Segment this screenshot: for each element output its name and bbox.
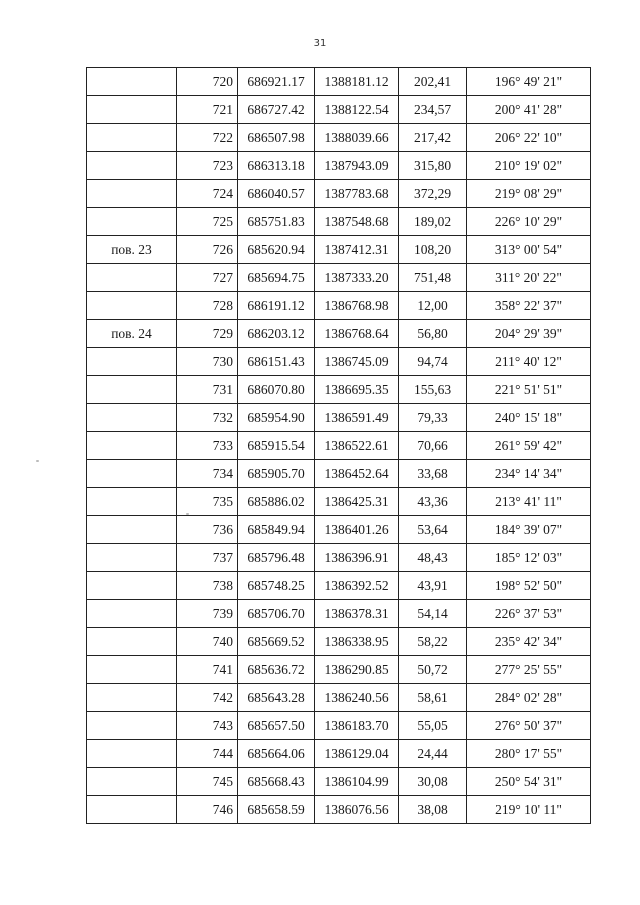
x-coordinate-cell: 685748.25 xyxy=(238,572,315,600)
x-coordinate-cell: 685657.50 xyxy=(238,712,315,740)
bearing-angle-cell: 311° 20' 22" xyxy=(467,264,591,292)
distance-cell: 38,08 xyxy=(399,796,467,824)
distance-cell: 58,22 xyxy=(399,628,467,656)
point-number-cell: 731 xyxy=(177,376,238,404)
turn-label-cell xyxy=(87,376,177,404)
point-number-cell: 744 xyxy=(177,740,238,768)
y-coordinate-cell: 1386338.95 xyxy=(315,628,399,656)
table-row xyxy=(87,544,591,572)
scan-speck xyxy=(186,513,189,515)
scan-speck xyxy=(36,460,39,462)
bearing-angle-cell: 277° 25' 55" xyxy=(467,656,591,684)
table-row xyxy=(87,712,591,740)
table-row xyxy=(87,600,591,628)
turn-label-cell xyxy=(87,628,177,656)
bearing-angle-cell: 219° 08' 29" xyxy=(467,180,591,208)
distance-cell: 12,00 xyxy=(399,292,467,320)
distance-cell: 79,33 xyxy=(399,404,467,432)
x-coordinate-cell: 686151.43 xyxy=(238,348,315,376)
x-coordinate-cell: 686191.12 xyxy=(238,292,315,320)
bearing-angle-cell: 226° 10' 29" xyxy=(467,208,591,236)
turn-label-cell xyxy=(87,208,177,236)
table-row xyxy=(87,404,591,432)
y-coordinate-cell: 1386768.98 xyxy=(315,292,399,320)
turn-label-cell xyxy=(87,124,177,152)
distance-cell: 48,43 xyxy=(399,544,467,572)
bearing-angle-cell: 219° 10' 11" xyxy=(467,796,591,824)
y-coordinate-cell: 1387548.68 xyxy=(315,208,399,236)
x-coordinate-cell: 685694.75 xyxy=(238,264,315,292)
x-coordinate-cell: 685669.52 xyxy=(238,628,315,656)
turn-label-cell xyxy=(87,152,177,180)
distance-cell: 155,63 xyxy=(399,376,467,404)
table-row xyxy=(87,768,591,796)
turn-label-cell xyxy=(87,796,177,824)
distance-cell: 94,74 xyxy=(399,348,467,376)
y-coordinate-cell: 1387943.09 xyxy=(315,152,399,180)
y-coordinate-cell: 1386396.91 xyxy=(315,544,399,572)
bearing-angle-cell: 250° 54' 31" xyxy=(467,768,591,796)
coordinates-table-body xyxy=(87,68,591,824)
x-coordinate-cell: 685886.02 xyxy=(238,488,315,516)
point-number-cell: 722 xyxy=(177,124,238,152)
bearing-angle-cell: 185° 12' 03" xyxy=(467,544,591,572)
x-coordinate-cell: 685664.06 xyxy=(238,740,315,768)
distance-cell: 202,41 xyxy=(399,68,467,96)
point-number-cell: 738 xyxy=(177,572,238,600)
turn-label-cell: пов. 23 xyxy=(87,236,177,264)
point-number-cell: 741 xyxy=(177,656,238,684)
x-coordinate-cell: 685915.54 xyxy=(238,432,315,460)
y-coordinate-cell: 1386745.09 xyxy=(315,348,399,376)
table-row xyxy=(87,236,591,264)
bearing-angle-cell: 221° 51' 51" xyxy=(467,376,591,404)
distance-cell: 56,80 xyxy=(399,320,467,348)
x-coordinate-cell: 685706.70 xyxy=(238,600,315,628)
table-row xyxy=(87,68,591,96)
y-coordinate-cell: 1387333.20 xyxy=(315,264,399,292)
y-coordinate-cell: 1388039.66 xyxy=(315,124,399,152)
x-coordinate-cell: 686727.42 xyxy=(238,96,315,124)
turn-label-cell xyxy=(87,180,177,208)
table-row xyxy=(87,376,591,404)
point-number-cell: 735 xyxy=(177,488,238,516)
turn-label-cell xyxy=(87,684,177,712)
distance-cell: 55,05 xyxy=(399,712,467,740)
point-number-cell: 733 xyxy=(177,432,238,460)
x-coordinate-cell: 685620.94 xyxy=(238,236,315,264)
turn-label-cell xyxy=(87,712,177,740)
bearing-angle-cell: 280° 17' 55" xyxy=(467,740,591,768)
distance-cell: 315,80 xyxy=(399,152,467,180)
x-coordinate-cell: 685905.70 xyxy=(238,460,315,488)
y-coordinate-cell: 1386425.31 xyxy=(315,488,399,516)
turn-label-cell xyxy=(87,404,177,432)
bearing-angle-cell: 234° 14' 34" xyxy=(467,460,591,488)
y-coordinate-cell: 1387783.68 xyxy=(315,180,399,208)
turn-label-cell xyxy=(87,600,177,628)
distance-cell: 54,14 xyxy=(399,600,467,628)
y-coordinate-cell: 1386695.35 xyxy=(315,376,399,404)
point-number-cell: 743 xyxy=(177,712,238,740)
table-row xyxy=(87,628,591,656)
distance-cell: 30,08 xyxy=(399,768,467,796)
table-row xyxy=(87,348,591,376)
point-number-cell: 736 xyxy=(177,516,238,544)
x-coordinate-cell: 685643.28 xyxy=(238,684,315,712)
point-number-cell: 723 xyxy=(177,152,238,180)
bearing-angle-cell: 358° 22' 37" xyxy=(467,292,591,320)
distance-cell: 43,91 xyxy=(399,572,467,600)
table-row xyxy=(87,152,591,180)
y-coordinate-cell: 1386591.49 xyxy=(315,404,399,432)
turn-label-cell xyxy=(87,68,177,96)
point-number-cell: 739 xyxy=(177,600,238,628)
table-row xyxy=(87,180,591,208)
turn-label-cell xyxy=(87,572,177,600)
y-coordinate-cell: 1386290.85 xyxy=(315,656,399,684)
table-row xyxy=(87,796,591,824)
bearing-angle-cell: 261° 59' 42" xyxy=(467,432,591,460)
y-coordinate-cell: 1386768.64 xyxy=(315,320,399,348)
bearing-angle-cell: 206° 22' 10" xyxy=(467,124,591,152)
turn-label-cell xyxy=(87,292,177,320)
point-number-cell: 740 xyxy=(177,628,238,656)
table-row xyxy=(87,208,591,236)
point-number-cell: 726 xyxy=(177,236,238,264)
turn-label-cell: пов. 24 xyxy=(87,320,177,348)
point-number-cell: 725 xyxy=(177,208,238,236)
table-row xyxy=(87,96,591,124)
point-number-cell: 729 xyxy=(177,320,238,348)
bearing-angle-cell: 210° 19' 02" xyxy=(467,152,591,180)
turn-label-cell xyxy=(87,740,177,768)
bearing-angle-cell: 198° 52' 50" xyxy=(467,572,591,600)
distance-cell: 372,29 xyxy=(399,180,467,208)
bearing-angle-cell: 240° 15' 18" xyxy=(467,404,591,432)
distance-cell: 70,66 xyxy=(399,432,467,460)
x-coordinate-cell: 685954.90 xyxy=(238,404,315,432)
point-number-cell: 720 xyxy=(177,68,238,96)
distance-cell: 234,57 xyxy=(399,96,467,124)
point-number-cell: 728 xyxy=(177,292,238,320)
table-row xyxy=(87,656,591,684)
bearing-angle-cell: 313° 00' 54" xyxy=(467,236,591,264)
table-row xyxy=(87,432,591,460)
table-row xyxy=(87,684,591,712)
bearing-angle-cell: 204° 29' 39" xyxy=(467,320,591,348)
point-number-cell: 745 xyxy=(177,768,238,796)
distance-cell: 50,72 xyxy=(399,656,467,684)
turn-label-cell xyxy=(87,544,177,572)
x-coordinate-cell: 685849.94 xyxy=(238,516,315,544)
table-row xyxy=(87,264,591,292)
y-coordinate-cell: 1386452.64 xyxy=(315,460,399,488)
y-coordinate-cell: 1386129.04 xyxy=(315,740,399,768)
point-number-cell: 724 xyxy=(177,180,238,208)
distance-cell: 189,02 xyxy=(399,208,467,236)
table-row xyxy=(87,124,591,152)
x-coordinate-cell: 686921.17 xyxy=(238,68,315,96)
table-row xyxy=(87,740,591,768)
turn-label-cell xyxy=(87,768,177,796)
x-coordinate-cell: 686507.98 xyxy=(238,124,315,152)
distance-cell: 217,42 xyxy=(399,124,467,152)
y-coordinate-cell: 1386076.56 xyxy=(315,796,399,824)
point-number-cell: 730 xyxy=(177,348,238,376)
turn-label-cell xyxy=(87,460,177,488)
page-number: 31 xyxy=(313,38,327,49)
point-number-cell: 727 xyxy=(177,264,238,292)
distance-cell: 24,44 xyxy=(399,740,467,768)
x-coordinate-cell: 686070.80 xyxy=(238,376,315,404)
distance-cell: 53,64 xyxy=(399,516,467,544)
x-coordinate-cell: 685796.48 xyxy=(238,544,315,572)
turn-label-cell xyxy=(87,432,177,460)
turn-label-cell xyxy=(87,264,177,292)
x-coordinate-cell: 685636.72 xyxy=(238,656,315,684)
bearing-angle-cell: 235° 42' 34" xyxy=(467,628,591,656)
point-number-cell: 721 xyxy=(177,96,238,124)
bearing-angle-cell: 196° 49' 21" xyxy=(467,68,591,96)
y-coordinate-cell: 1386183.70 xyxy=(315,712,399,740)
y-coordinate-cell: 1386392.52 xyxy=(315,572,399,600)
bearing-angle-cell: 200° 41' 28" xyxy=(467,96,591,124)
x-coordinate-cell: 685751.83 xyxy=(238,208,315,236)
bearing-angle-cell: 213° 41' 11" xyxy=(467,488,591,516)
x-coordinate-cell: 686313.18 xyxy=(238,152,315,180)
table-row xyxy=(87,572,591,600)
y-coordinate-cell: 1386378.31 xyxy=(315,600,399,628)
x-coordinate-cell: 685668.43 xyxy=(238,768,315,796)
table-row xyxy=(87,516,591,544)
x-coordinate-cell: 685658.59 xyxy=(238,796,315,824)
distance-cell: 751,48 xyxy=(399,264,467,292)
bearing-angle-cell: 211° 40' 12" xyxy=(467,348,591,376)
table-row xyxy=(87,460,591,488)
distance-cell: 43,36 xyxy=(399,488,467,516)
y-coordinate-cell: 1386104.99 xyxy=(315,768,399,796)
x-coordinate-cell: 686040.57 xyxy=(238,180,315,208)
turn-label-cell xyxy=(87,96,177,124)
point-number-cell: 734 xyxy=(177,460,238,488)
y-coordinate-cell: 1388122.54 xyxy=(315,96,399,124)
bearing-angle-cell: 184° 39' 07" xyxy=(467,516,591,544)
distance-cell: 58,61 xyxy=(399,684,467,712)
x-coordinate-cell: 686203.12 xyxy=(238,320,315,348)
turn-label-cell xyxy=(87,348,177,376)
table-row xyxy=(87,292,591,320)
y-coordinate-cell: 1388181.12 xyxy=(315,68,399,96)
bearing-angle-cell: 284° 02' 28" xyxy=(467,684,591,712)
y-coordinate-cell: 1387412.31 xyxy=(315,236,399,264)
distance-cell: 33,68 xyxy=(399,460,467,488)
table-row xyxy=(87,320,591,348)
point-number-cell: 746 xyxy=(177,796,238,824)
y-coordinate-cell: 1386401.26 xyxy=(315,516,399,544)
point-number-cell: 742 xyxy=(177,684,238,712)
bearing-angle-cell: 276° 50' 37" xyxy=(467,712,591,740)
distance-cell: 108,20 xyxy=(399,236,467,264)
y-coordinate-cell: 1386522.61 xyxy=(315,432,399,460)
point-number-cell: 732 xyxy=(177,404,238,432)
turn-label-cell xyxy=(87,656,177,684)
bearing-angle-cell: 226° 37' 53" xyxy=(467,600,591,628)
point-number-cell: 737 xyxy=(177,544,238,572)
turn-label-cell xyxy=(87,516,177,544)
coordinates-table xyxy=(86,67,591,824)
turn-label-cell xyxy=(87,488,177,516)
table-row xyxy=(87,488,591,516)
y-coordinate-cell: 1386240.56 xyxy=(315,684,399,712)
